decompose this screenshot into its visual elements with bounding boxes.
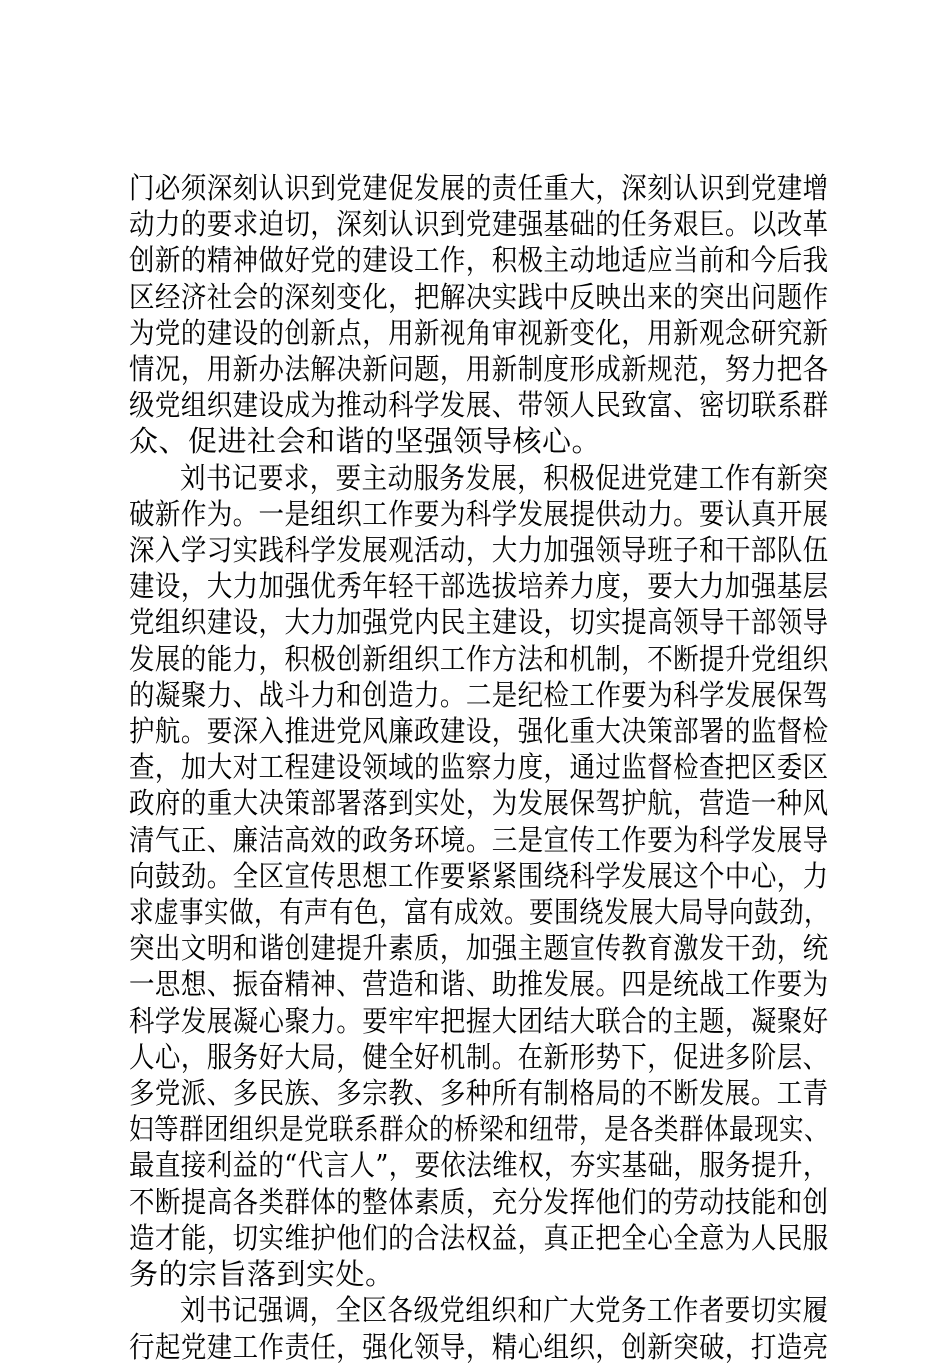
document-body <box>129 170 829 1365</box>
paragraph-3 <box>129 1292 829 1364</box>
text-line: 最直接利益的“代言人”，要依法维权，夯实基础，服务提升， <box>129 1148 829 1183</box>
text-line: 区经济社会的深刻变化，把解决实践中反映出来的突出问题作 <box>129 279 829 314</box>
text-line: 清气正、廉洁高效的政务环境。三是宣传工作要为科学发展导 <box>129 822 829 857</box>
text-line: 发展的能力，积极创新组织工作方法和机制，不断提升党组织 <box>129 641 829 676</box>
text-line: 党组织建设，大力加强党内民主建设，切实提高领导干部领导 <box>129 605 829 640</box>
text-line: 行起党建工作责任，强化领导，精心组织，创新突破，打造亮 <box>129 1329 829 1364</box>
text-line: 查，加大对工程建设领域的监察力度，通过监督检查把区委区 <box>129 750 829 785</box>
text-line: 刘书记强调，全区各级党组织和广大党务工作者要切实履 <box>180 1293 829 1328</box>
text-line: 妇等群团组织是党联系群众的桥梁和纽带，是各类群体最现实、 <box>129 1112 830 1147</box>
text-line: 为党的建设的创新点，用新视角审视新变化，用新观念研究新 <box>129 315 829 350</box>
text-line: 创新的精神做好党的建设工作，积极主动地适应当前和今后我 <box>129 243 829 278</box>
text-line: 深入学习实践科学发展观活动，大力加强领导班子和干部队伍 <box>129 533 829 568</box>
text-line: 破新作为。一是组织工作要为科学发展提供动力。要认真开展 <box>129 496 829 531</box>
text-line: 一思想、振奋精神、营造和谐、助推发展。四是统战工作要为 <box>129 967 829 1002</box>
text-line: 的凝聚力、战斗力和创造力。二是纪检工作要为科学发展保驾 <box>129 677 829 712</box>
text-line: 造才能，切实维护他们的合法权益，真正把全心全意为人民服 <box>129 1220 829 1255</box>
text-line: 门必须深刻认识到党建促发展的责任重大，深刻认识到党建增 <box>129 171 829 205</box>
paragraph-1 <box>129 170 829 460</box>
text-line: 务的宗旨落到实处。 <box>129 1257 395 1292</box>
text-line: 护航。要深入推进党风廉政建设，强化重大决策部署的监督检 <box>129 714 829 749</box>
text-line: 情况，用新办法解决新问题，用新制度形成新规范，努力把各 <box>129 352 829 387</box>
text-line: 政府的重大决策部署落到实处，为发展保驾护航，营造一种风 <box>129 786 829 821</box>
text-line: 向鼓劲。全区宣传思想工作要紧紧围绕科学发展这个中心，力 <box>129 858 829 893</box>
paragraph-2 <box>129 460 829 1293</box>
text-line: 多党派、多民族、多宗教、多种所有制格局的不断发展。工青 <box>129 1076 829 1111</box>
text-line: 人心，服务好大局，健全好机制。在新形势下，促进多阶层、 <box>129 1039 829 1074</box>
text-line: 级党组织建设成为推动科学发展、带领人民致富、密切联系群 <box>129 388 829 423</box>
text-line: 动力的要求迫切，深刻认识到党建强基础的任务艰巨。以改革 <box>129 207 829 242</box>
text-line: 建设，大力加强优秀年轻干部选拔培养力度，要大力加强基层 <box>129 569 829 604</box>
text-line: 求虚事实做，有声有色，富有成效。要围绕发展大局导向鼓劲， <box>129 895 830 930</box>
text-line: 刘书记要求，要主动服务发展，积极促进党建工作有新突 <box>180 460 829 495</box>
text-line: 突出文明和谐创建提升素质，加强主题宣传教育激发干劲，统 <box>129 931 829 966</box>
text-line: 众、促进社会和谐的坚强领导核心。 <box>129 424 602 459</box>
text-line: 不断提高各类群体的整体素质，充分发挥他们的劳动技能和创 <box>129 1184 829 1219</box>
text-line: 科学发展凝心聚力。要牢牢把握大团结大联合的主题，凝聚好 <box>129 1003 829 1038</box>
